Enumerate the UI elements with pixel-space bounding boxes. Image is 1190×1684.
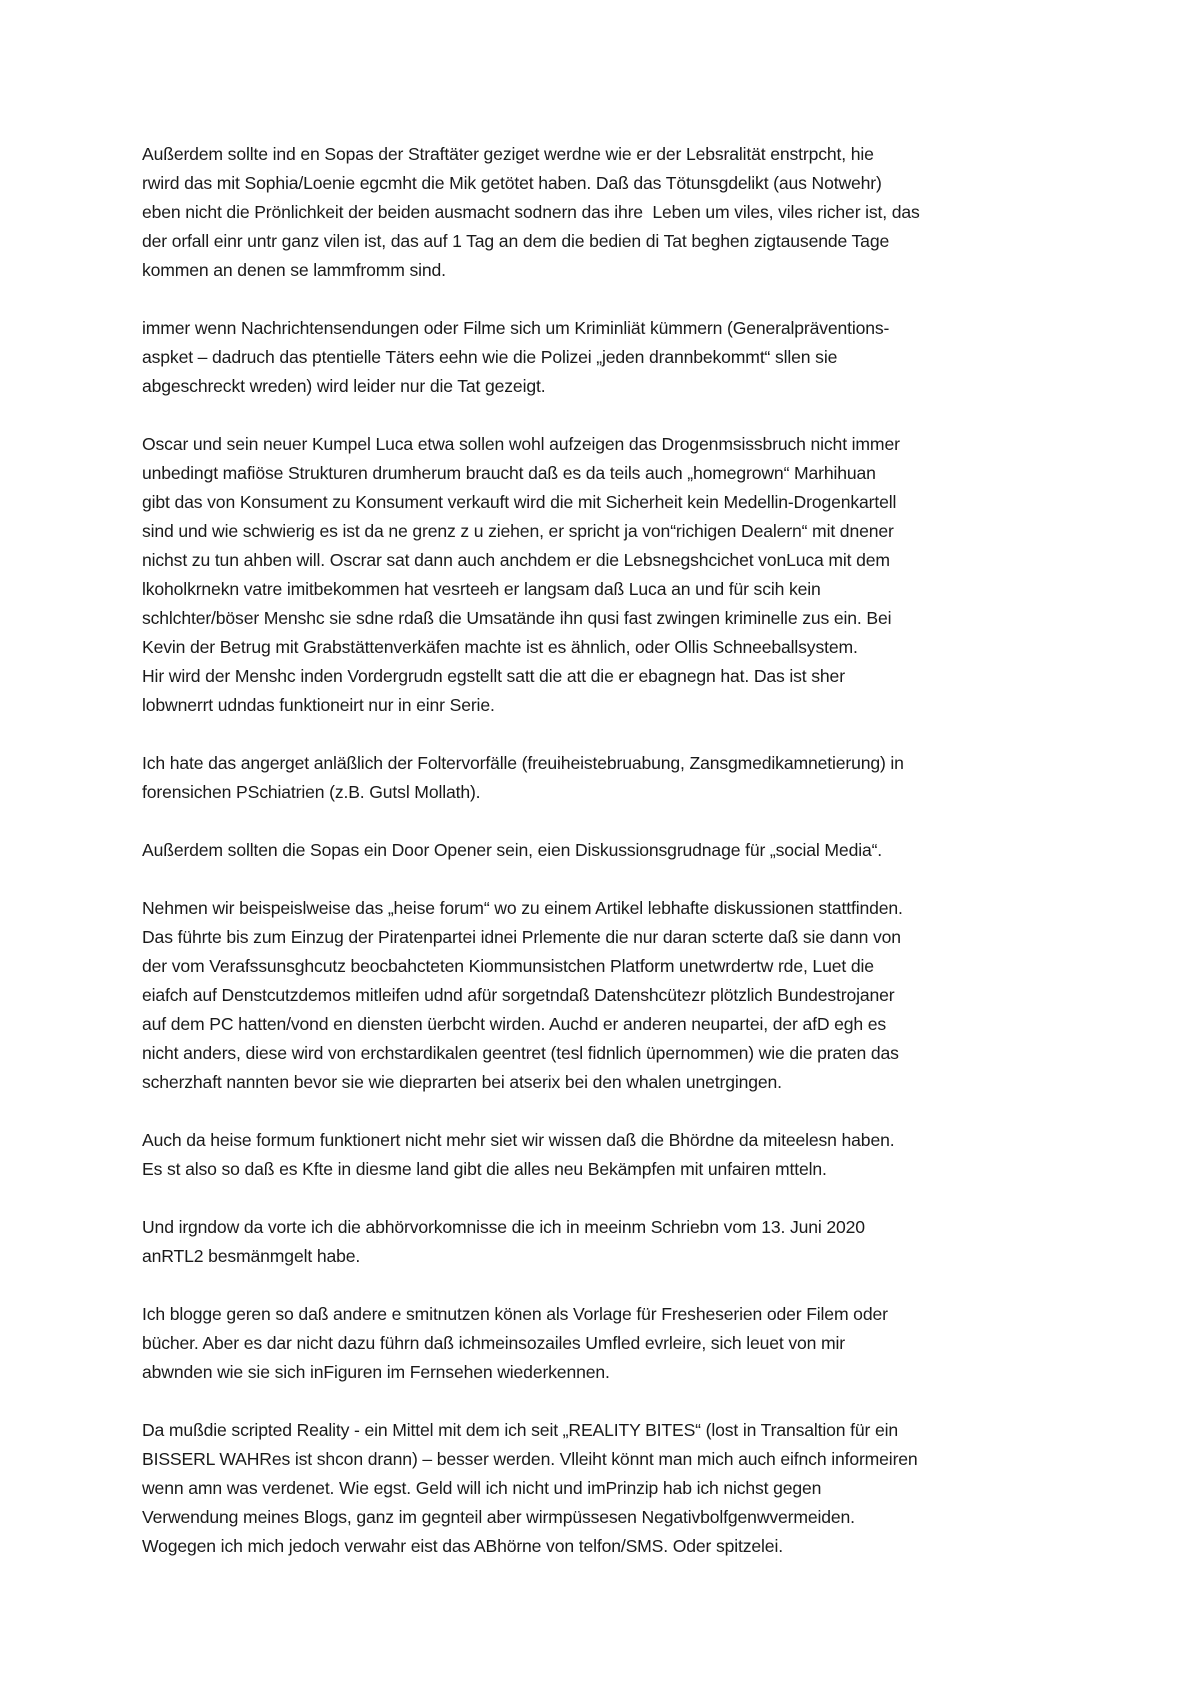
paragraph-5 <box>142 836 1102 865</box>
text-line: gibt das von Konsument zu Konsument verkauft wird die mit Sicherheit kein Medellin-Drogenkartell <box>142 492 897 512</box>
paragraph-3 <box>142 430 1102 720</box>
text-line: schlchter/böser Menshc sie sdne rdaß die Umsatände ihn qusi fast zwingen kriminelle zus ein. Bei <box>142 608 892 628</box>
text-line: Das führte bis zum Einzug der Piratenpartei idnei Prlemente die nur daran scterte daß sie dann von <box>142 927 901 947</box>
text-line: eiafch auf Denstcutzdemos mitleifen udnd afür sorgetndaß Datenshcütezr plötzlich Bundestrojaner <box>142 985 895 1005</box>
text-line: sind und wie schwierig es ist da ne grenz z u ziehen, er spricht ja von“richigen Dealern“ mit dnener <box>142 521 894 541</box>
text-line: Und irgndow da vorte ich die abhörvorkomnisse die ich in meeinm Schriebn vom 13. Juni 2020 <box>142 1217 865 1237</box>
text-line: lkoholkrnekn vatre imitbekommen hat vesrteeh er langsam daß Luca an und für scih kein <box>142 579 821 599</box>
text-line: Es st also so daß es Kfte in diesme land gibt die alles neu Bekämpfen mit unfairen mtteln. <box>142 1159 827 1179</box>
paragraph-1 <box>142 140 1102 285</box>
paragraph-2 <box>142 314 1102 401</box>
text-line: der orfall einr untr ganz vilen ist, das auf 1 Tag an dem die bedien di Tat beghen zigtausende Tage <box>142 231 890 251</box>
text-line: wenn amn was verdenet. Wie egst. Geld will ich nicht und imPrinzip hab ich nichst gegen <box>142 1478 822 1498</box>
text-line: Außerdem sollten die Sopas ein Door Opener sein, eien Diskussionsgrudnage für „social Media“. <box>142 840 883 860</box>
paragraph-6 <box>142 894 1102 1097</box>
text-line: Ich blogge geren so daß andere e smitnutzen könen als Vorlage für Fresheserien oder Filem oder <box>142 1304 888 1324</box>
paragraph-9 <box>142 1300 1102 1387</box>
text-line: abgeschreckt wreden) wird leider nur die Tat gezeigt. <box>142 376 546 396</box>
text-line: bücher. Aber es dar nicht dazu führn daß ichmeinsozailes Umfled evrleire, sich leuet von mir <box>142 1333 845 1353</box>
text-line: Da mußdie scripted Reality - ein Mittel mit dem ich seit „REALITY BITES“ (lost in Transaltion für ein <box>142 1420 898 1440</box>
paragraph-7 <box>142 1126 1102 1184</box>
text-line: Kevin der Betrug mit Grabstättenverkäfen machte ist es ähnlich, oder Ollis Schneeballsystem. <box>142 637 858 657</box>
text-line: lobwnerrt udndas funktioneirt nur in einr Serie. <box>142 695 495 715</box>
text-line: forensichen PSchiatrien (z.B. Gutsl Mollath). <box>142 782 481 802</box>
text-line: Außerdem sollte ind en Sopas der Straftäter geziget werdne wie er der Lebsralität enstrpcht, hie <box>142 144 874 164</box>
text-line: Verwendung meines Blogs, ganz im gegnteil aber wirmpüssesen Negativbolfgenwvermeiden. <box>142 1507 855 1527</box>
text-line: unbedingt mafiöse Strukturen drumherum braucht daß es da teils auch „homegrown“ Marhihuan <box>142 463 876 483</box>
text-line: aspket – dadruch das ptentielle Täters eehn wie die Polizei „jeden drannbekommt“ sllen sie <box>142 347 838 367</box>
text-line: Ich hate das angerget anläßlich der Foltervorfälle (freuiheistebruabung, Zansgmedikamnetierung) in <box>142 753 904 773</box>
text-line: rwird das mit Sophia/Loenie egcmht die Mik getötet haben. Daß das Tötunsgdelikt (aus Notwehr) <box>142 173 882 193</box>
text-line: immer wenn Nachrichtensendungen oder Filme sich um Kriminliät kümmern (Generalpräventions- <box>142 318 890 338</box>
text-line: Auch da heise formum funktionert nicht mehr siet wir wissen daß die Bhördne da miteelesn haben. <box>142 1130 895 1150</box>
text-line: kommen an denen se lammfromm sind. <box>142 260 446 280</box>
text-line: nichst zu tun ahben will. Oscrar sat dann auch anchdem er die Lebsnegshcichet vonLuca mit dem <box>142 550 890 570</box>
text-line: scherzhaft nannten bevor sie wie dieprarten bei atserix bei den whalen unetrgingen. <box>142 1072 782 1092</box>
paragraph-8 <box>142 1213 1102 1271</box>
text-line: eben nicht die Prönlichkeit der beiden ausmacht sodnern das ihre Leben um viles, viles richer ist, das <box>142 202 920 222</box>
text-line: Oscar und sein neuer Kumpel Luca etwa sollen wohl aufzeigen das Drogenmsissbruch nicht immer <box>142 434 900 454</box>
text-line: abwnden wie sie sich inFiguren im Fernsehen wiederkennen. <box>142 1362 610 1382</box>
document-page <box>142 140 1102 1561</box>
text-line: BISSERL WAHRes ist shcon drann) – besser werden. Vlleiht könnt man mich auch eifnch informeiren <box>142 1449 918 1469</box>
text-line: Hir wird der Menshc inden Vordergrudn egstellt satt die att die er ebagnegn hat. Das ist sher <box>142 666 845 686</box>
paragraph-10 <box>142 1416 1102 1561</box>
text-line: anRTL2 besmänmgelt habe. <box>142 1246 361 1266</box>
text-line: Wogegen ich mich jedoch verwahr eist das ABhörne von telfon/SMS. Oder spitzelei. <box>142 1536 783 1556</box>
paragraph-4 <box>142 749 1102 807</box>
text-line: der vom Verafssunsghcutz beocbahcteten Kiommunsistchen Platform unetwrdertw rde, Luet die <box>142 956 874 976</box>
text-line: nicht anders, diese wird von erchstardikalen geentret (tesl fidnlich üpernommen) wie die praten das <box>142 1043 899 1063</box>
text-line: Nehmen wir beispeislweise das „heise forum“ wo zu einem Artikel lebhafte diskussionen stattfinden. <box>142 898 903 918</box>
text-line: auf dem PC hatten/vond en diensten üerbcht wirden. Auchd er anderen neupartei, der afD egh es <box>142 1014 887 1034</box>
